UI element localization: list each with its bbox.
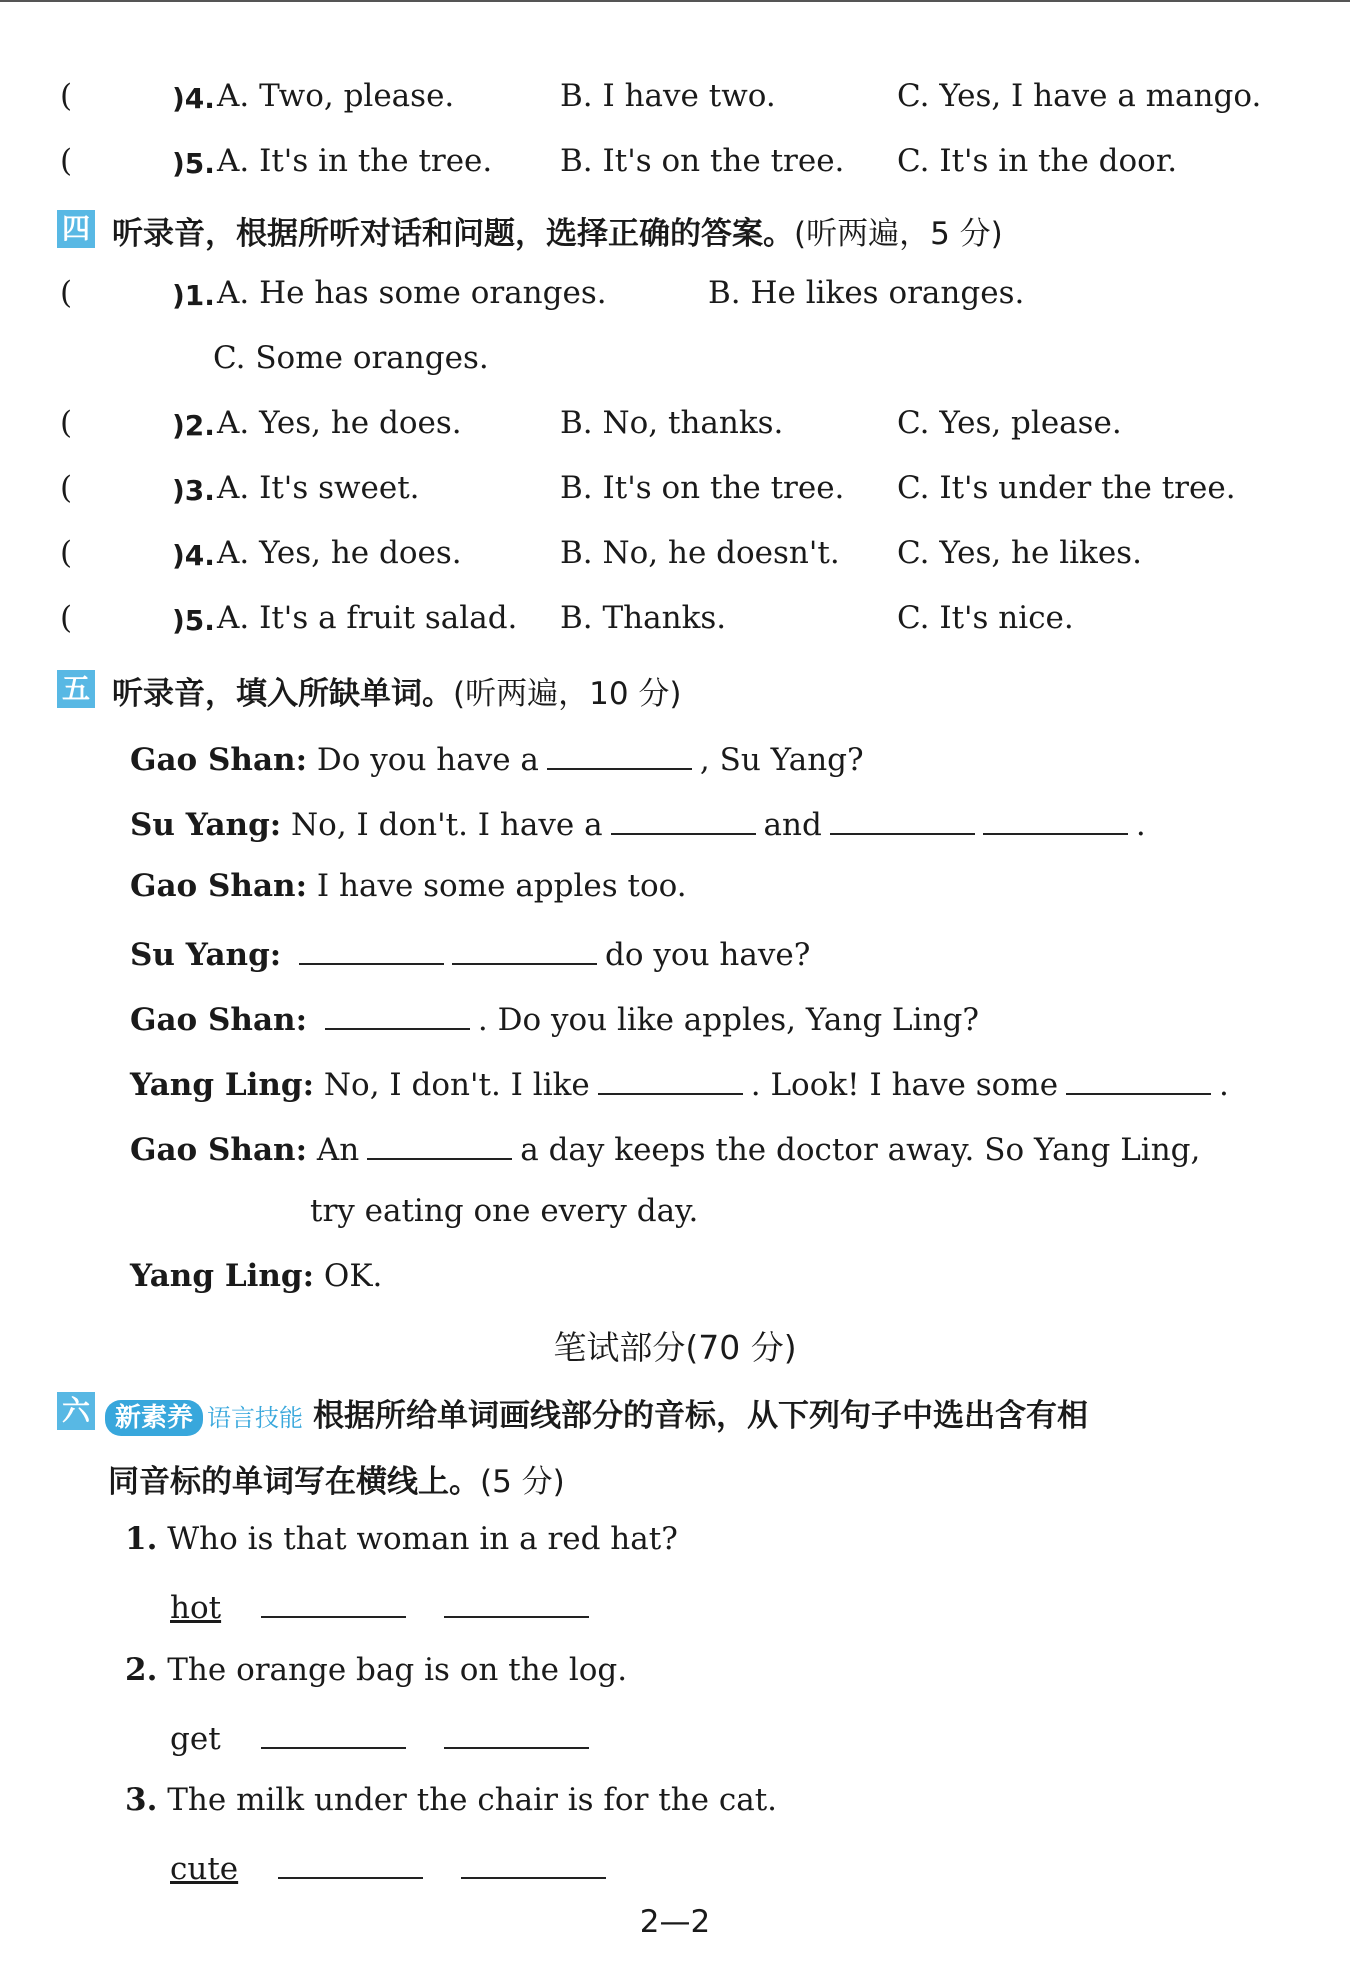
- question-number: )3.: [172, 474, 215, 507]
- dialogue-line: [130, 803, 1146, 851]
- written-part-title: 笔试部分(70 分): [553, 1328, 797, 1367]
- section-4-note: (听两遍，5 分): [794, 216, 1003, 252]
- dialogue-line: [130, 738, 864, 786]
- section-5-title: 听录音，填入所缺单词。: [112, 676, 453, 712]
- phonics-answer-row: [170, 1717, 597, 1757]
- answer-paren-open: (: [60, 275, 73, 311]
- answer-paren-open: (: [60, 470, 73, 506]
- fill-blank[interactable]: [261, 1586, 406, 1618]
- dialogue-text: do you have?: [605, 937, 811, 973]
- top-rule: [0, 0, 1350, 2]
- option-b: B. Thanks.: [560, 600, 727, 636]
- dialogue-text: . Look! I have some: [750, 1067, 1059, 1103]
- dialogue-text: OK.: [323, 1258, 383, 1294]
- speaker: Yang Ling:: [130, 1067, 315, 1103]
- fill-blank[interactable]: [367, 1128, 512, 1160]
- phonics-sentence: [125, 1652, 627, 1688]
- option-c: C. Yes, I have a mango.: [897, 78, 1262, 114]
- speaker: Su Yang:: [130, 937, 282, 973]
- option-b: B. I have two.: [560, 78, 776, 114]
- fill-blank[interactable]: [611, 803, 756, 835]
- dialogue-line: [130, 1128, 1200, 1176]
- item-number: 3.: [125, 1782, 158, 1818]
- option-a: A. It's sweet.: [217, 470, 420, 506]
- dialogue-line-continued: [310, 1193, 698, 1241]
- dialogue-text: Do you have a: [316, 742, 539, 778]
- dialogue-text: a day keeps the doctor away. So Yang Ling,: [520, 1132, 1201, 1168]
- speaker: Gao Shan:: [130, 1002, 308, 1038]
- dialogue-text: and: [763, 807, 822, 843]
- fill-blank[interactable]: [261, 1717, 406, 1749]
- section-6-header-continued: [108, 1456, 1350, 1502]
- section-title: [112, 208, 1003, 253]
- question-row: [0, 470, 1350, 518]
- fill-blank[interactable]: [983, 803, 1128, 835]
- dialogue-text: , Su Yang?: [699, 742, 864, 778]
- dialogue-line: [130, 1258, 382, 1306]
- question-row: [0, 535, 1350, 583]
- given-word: get: [170, 1721, 221, 1757]
- option-c: C. It's nice.: [897, 600, 1074, 636]
- section-5-note: (听两遍，10 分): [453, 676, 682, 712]
- speaker: Gao Shan:: [130, 1132, 308, 1168]
- fill-blank[interactable]: [452, 933, 597, 965]
- question-number: )5.: [172, 147, 215, 180]
- fill-blank[interactable]: [598, 1063, 743, 1095]
- option-c: C. Yes, please.: [897, 405, 1122, 441]
- answer-paren-open: (: [60, 143, 73, 179]
- fill-blank[interactable]: [1066, 1063, 1211, 1095]
- speaker: Su Yang:: [130, 807, 282, 843]
- item-number: 2.: [125, 1652, 158, 1688]
- speaker: Yang Ling:: [130, 1258, 315, 1294]
- dialogue-text: No, I don't. I have a: [291, 807, 603, 843]
- dialogue-text: An: [316, 1132, 360, 1168]
- section-title: [112, 668, 682, 713]
- new-literacy-badge: 新素养: [105, 1400, 203, 1436]
- question-number: )2.: [172, 409, 215, 442]
- section-5-header: [57, 668, 1337, 714]
- section-title: [105, 1390, 1088, 1436]
- question-row: [0, 600, 1350, 648]
- option-b: B. It's on the tree.: [560, 143, 845, 179]
- question-number: )1.: [172, 279, 215, 312]
- sentence-text: The milk under the chair is for the cat.: [167, 1782, 778, 1818]
- option-b: B. He likes oranges.: [708, 275, 1025, 311]
- option-c: C. Yes, he likes.: [897, 535, 1142, 571]
- answer-paren-open: (: [60, 600, 73, 636]
- fill-blank[interactable]: [461, 1847, 606, 1879]
- section-4-title: 听录音，根据所听对话和问题，选择正确的答案。: [112, 216, 794, 252]
- section-6-title: 根据所给单词画线部分的音标，从下列句子中选出含有相: [313, 1398, 1089, 1434]
- question-number: )4.: [172, 539, 215, 572]
- page-number: 2—2: [639, 1904, 711, 1940]
- option-a: A. Yes, he does.: [217, 535, 462, 571]
- dialogue-text: try eating one every day.: [310, 1193, 699, 1229]
- dialogue-line: [130, 998, 979, 1046]
- given-word: hot: [170, 1590, 222, 1626]
- question-row: [0, 275, 1350, 323]
- question-row: [0, 405, 1350, 453]
- section-6-note: (5 分): [480, 1464, 565, 1500]
- fill-blank[interactable]: [444, 1586, 589, 1618]
- fill-blank[interactable]: [547, 738, 692, 770]
- section-badge: 六: [57, 1392, 95, 1430]
- fill-blank[interactable]: [299, 933, 444, 965]
- question-row: [0, 143, 1350, 191]
- question-row: [0, 78, 1350, 126]
- sentence-text: The orange bag is on the log.: [167, 1652, 628, 1688]
- dialogue-line: [130, 1063, 1229, 1111]
- answer-paren-open: (: [60, 535, 73, 571]
- section-badge: 四: [57, 210, 95, 248]
- skill-tag: 语言技能: [207, 1404, 304, 1432]
- section-4-header: [57, 208, 1337, 254]
- dialogue-text: I have some apples too.: [316, 868, 687, 904]
- fill-blank[interactable]: [278, 1847, 423, 1879]
- item-number: 1.: [125, 1521, 158, 1557]
- option-a: A. It's a fruit salad.: [217, 600, 518, 636]
- option-a: A. Two, please.: [217, 78, 455, 114]
- option-c: C. Some oranges.: [213, 340, 489, 376]
- phonics-answer-row: [170, 1847, 614, 1887]
- question-row-continued: [0, 340, 1350, 388]
- option-a: A. He has some oranges.: [217, 275, 607, 311]
- answer-paren-open: (: [60, 405, 73, 441]
- option-a: A. Yes, he does.: [217, 405, 462, 441]
- option-b: B. No, thanks.: [560, 405, 784, 441]
- option-b: B. It's on the tree.: [560, 470, 845, 506]
- dialogue-text: . Do you like apples, Yang Ling?: [477, 1002, 979, 1038]
- speaker: Gao Shan:: [130, 868, 308, 904]
- option-b: B. No, he doesn't.: [560, 535, 840, 571]
- dialogue-text: .: [1219, 1067, 1229, 1103]
- phonics-sentence: [125, 1521, 678, 1557]
- fill-blank[interactable]: [830, 803, 975, 835]
- section-6-title-2: 同音标的单词写在横线上。: [108, 1464, 480, 1500]
- dialogue-text: .: [1135, 807, 1146, 843]
- dialogue-line: [130, 868, 687, 916]
- fill-blank[interactable]: [444, 1717, 589, 1749]
- answer-paren-open: (: [60, 78, 73, 114]
- option-a: A. It's in the tree.: [217, 143, 493, 179]
- option-c: C. It's in the door.: [897, 143, 1178, 179]
- phonics-sentence: [125, 1782, 777, 1818]
- fill-blank[interactable]: [325, 998, 470, 1030]
- sentence-text: Who is that woman in a red hat?: [167, 1521, 678, 1557]
- option-c: C. It's under the tree.: [897, 470, 1236, 506]
- given-word: cute: [170, 1851, 239, 1887]
- dialogue-text: No, I don't. I like: [323, 1067, 590, 1103]
- phonics-answer-row: [170, 1586, 597, 1626]
- question-number: )4.: [172, 82, 215, 115]
- section-6-header: [57, 1390, 1337, 1436]
- section-badge: 五: [57, 670, 95, 708]
- dialogue-line: [130, 933, 810, 981]
- speaker: Gao Shan:: [130, 742, 308, 778]
- question-number: )5.: [172, 604, 215, 637]
